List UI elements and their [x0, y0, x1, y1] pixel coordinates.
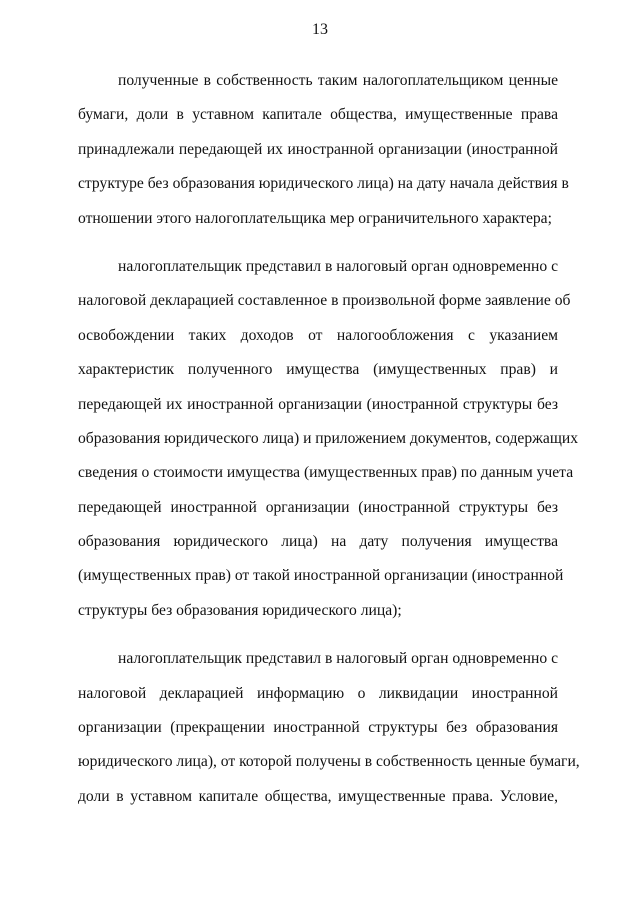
paragraph — [78, 64, 569, 236]
text-line: образования юридического лица) на дату получения имущества — [78, 533, 558, 551]
text-line: налоговой декларацией составленное в произвольной форме заявление об — [78, 292, 571, 310]
text-line: передающей их иностранной организации (иностранной структуры без — [78, 395, 558, 413]
text-line: отношении этого налогоплательщика мер ограничительного характера; — [78, 209, 552, 227]
paragraph — [78, 642, 580, 814]
text-line: освобождении таких доходов от налогообложения с указанием — [78, 326, 558, 344]
text-line: сведения о стоимости имущества (имущественных прав) по данным учета — [78, 464, 574, 482]
text-line: принадлежали передающей их иностранной организации (иностранной — [78, 140, 558, 158]
text-line: полученные в собственность таким налогоплательщиком ценные — [118, 72, 558, 89]
paragraph-gap — [78, 236, 558, 250]
text-line: доли в уставном капитале общества, имущественные права. Условие, — [78, 787, 558, 805]
text-line: налоговой декларацией информацию о ликвидации иностранной — [78, 684, 558, 702]
text-line: (имущественных прав) от такой иностранной организации (иностранной — [78, 567, 564, 585]
paragraph — [78, 250, 578, 628]
text-line: юридического лица), от которой получены в собственность ценные бумаги, — [78, 753, 580, 771]
text-line: образования юридического лица) и приложением документов, содержащих — [78, 429, 578, 447]
text-line: структуре без образования юридического лица) на дату начала действия в — [78, 175, 569, 193]
page-number: 13 — [312, 21, 328, 38]
text-line: налогоплательщик представил в налоговый орган одновременно с — [118, 257, 558, 275]
text-line: характеристик полученного имущества (имущественных прав) и — [78, 361, 558, 379]
document-body — [78, 64, 580, 814]
text-line: организации (прекращении иностранной структуры без образования — [78, 719, 558, 737]
text-line: передающей иностранной организации (иностранной структуры без — [78, 498, 558, 516]
text-line: бумаги, доли в уставном капитале общества, имущественные права — [78, 106, 558, 124]
text-line: структуры без образования юридического лица); — [78, 601, 402, 619]
paragraph-gap — [78, 628, 558, 642]
text-line: налогоплательщик представил в налоговый орган одновременно с — [118, 650, 558, 668]
